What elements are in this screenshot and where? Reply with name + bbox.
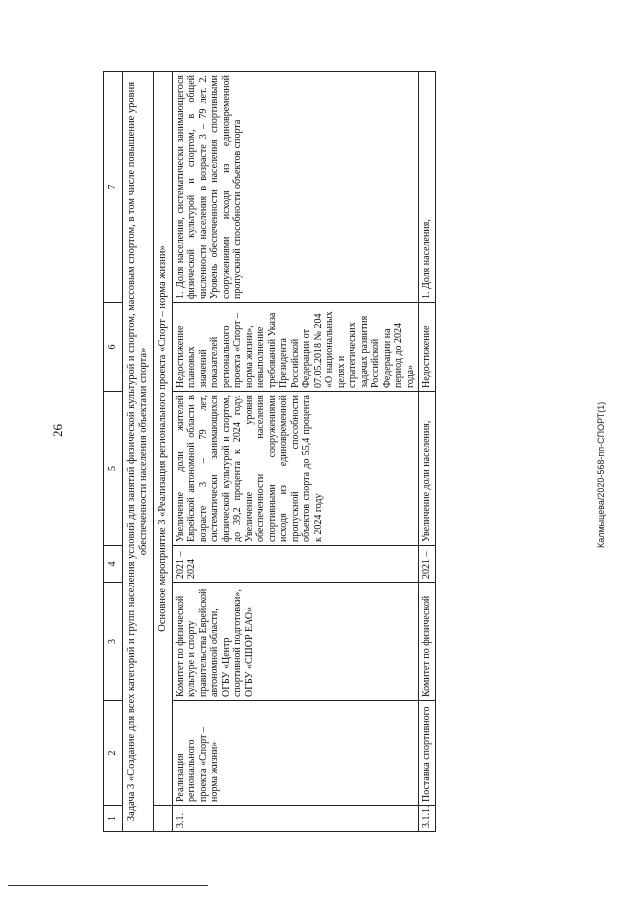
header-cell: 6 [104,303,123,392]
row-name: Поставка спортивного [419,701,436,806]
measure-title: Основное мероприятие 3 «Реализация регионального проекта «Спорт – норма жизни» [154,72,173,806]
row-term: 2021 – 2024 [172,546,419,583]
row-executor: Комитет по физической [419,583,436,701]
row-result: Увеличение доли жителей Еврейской автономной области в возрасте 3 – 79 лет, систематически занимающихся физической культурой и спортом, до 39,2 процента к 2024 году. Увеличение уровня обеспеченности населения спортивными сооружениями исходя из единовременной пропускной способности объектов спорта до 55,4 процента к 2024 году [172,392,419,546]
page-number: 26 [50,424,65,437]
measure-row [154,72,173,832]
table-header-row [104,72,123,832]
task-title: Задача 3 «Создание для всех категорий и групп населения условий для занятий физической культурой и спортом, массовым спортом, в том числе повышение уровня обеспеченности населения объектами спорта» [123,72,154,832]
row-term: 2021 – [419,546,436,583]
row-number: 3.1.1. [419,806,436,832]
measure-spacer [154,806,173,832]
program-table [103,71,436,832]
task-row [123,72,154,832]
table-row [172,72,419,832]
row-executor: Комитет по физической культуре и спорту правительства Еврейской автономной области, ОГБУ «Центр спортивной подготовки», ОГБУ «СШОР ЕАО» [172,583,419,701]
header-cell: 4 [104,546,123,583]
row-name: Реализация регионального проекта «Спорт – норма жизни» [172,701,419,806]
header-cell: 5 [104,392,123,546]
header-cell: 7 [104,72,123,303]
row-number: 3.1. [172,806,419,832]
row-indicators: 1. Доля населения, систематически занимающегося физической культурой и спортом, в общей численности населения в возрасте 3 – 79 лет. 2. Уровень обеспеченности населения спортивными сооружениями исходя из единовременной пропускной способности объектов спорта [172,72,419,303]
row-indicators: 1. Доля населения, [419,72,436,303]
row-consequences: Недостижение плановых значений показателей регионального проекта «Спорт – норма жизни», невыполнение требований Указа Президента Российской Федерации от 07.05.2018 № 204 «О национальных целях и стратегических задачах развития Российской Федерации на период до 2024 года» [172,303,419,392]
header-cell: 2 [104,701,123,806]
header-cell: 1 [104,806,123,832]
row-consequences: Недостижение [419,303,436,392]
table-row [419,72,436,832]
row-result: Увеличение доли населения, [419,392,436,546]
footer-code: Калмыцева/2020-568-пп-СПОРТ(1) [596,401,606,548]
rotated-document [103,72,573,832]
header-cell: 3 [104,583,123,701]
footnote-divider [8,885,208,886]
